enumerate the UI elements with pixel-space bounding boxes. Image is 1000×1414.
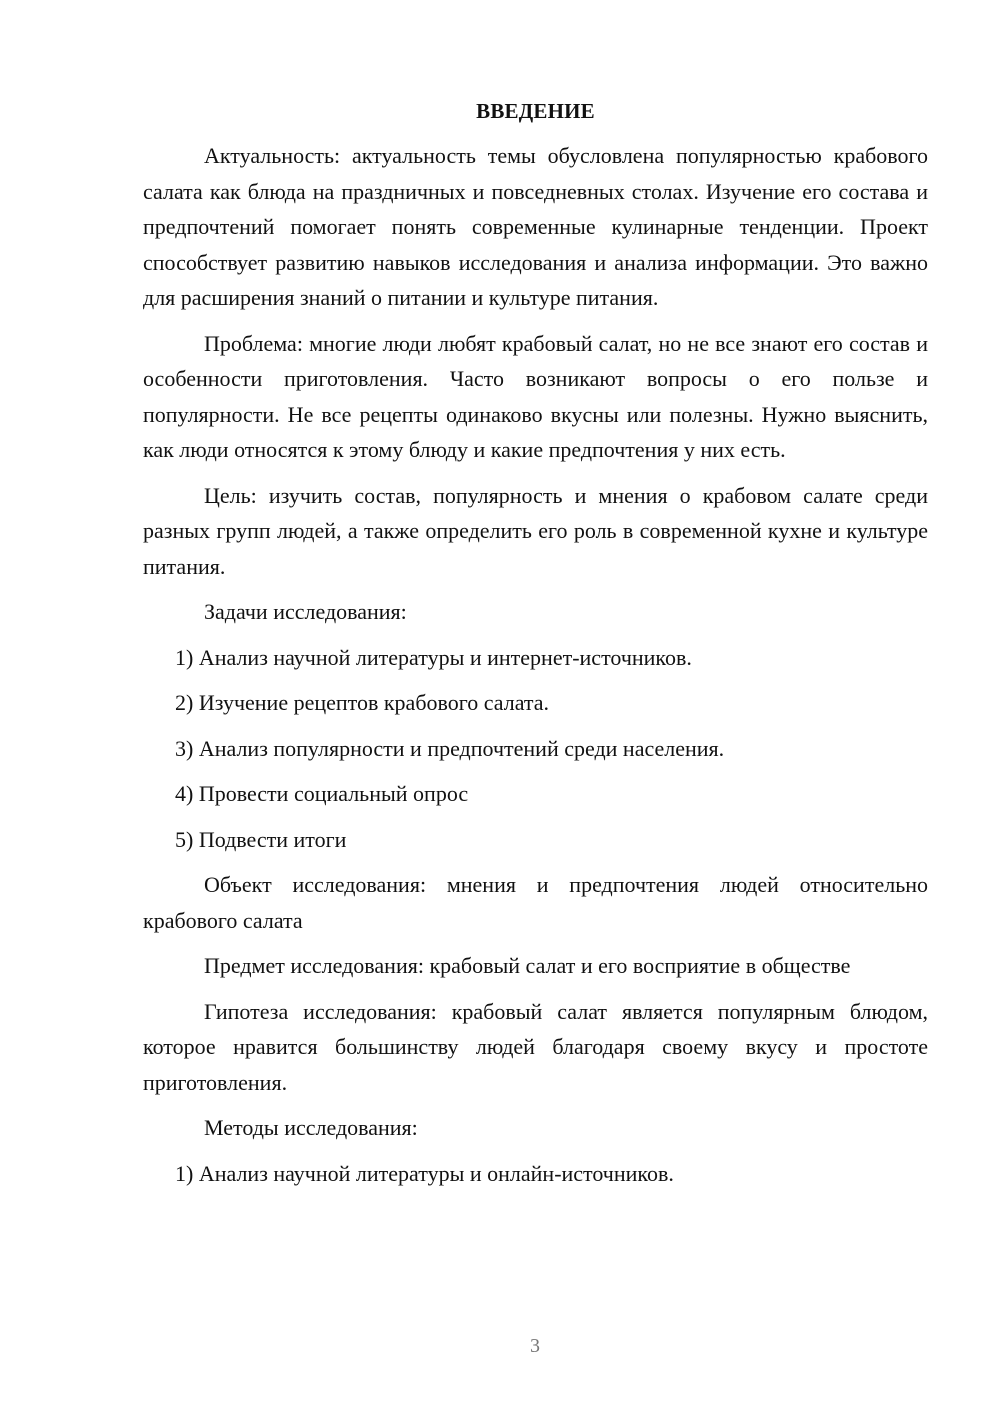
- list-item: 3) Анализ популярности и предпочтений среди населения.: [175, 735, 725, 761]
- list-item: 5) Подвести итоги: [175, 826, 347, 852]
- tasks-list: [143, 640, 928, 858]
- methods-heading: Методы исследования:: [204, 1115, 418, 1140]
- page-number: 3: [530, 1335, 540, 1357]
- tasks-heading: Задачи исследования:: [204, 599, 407, 624]
- list-item: 2) Изучение рецептов крабового салата.: [175, 690, 550, 715]
- list-item: 1) Анализ научной литературы и интернет-источников.: [175, 644, 692, 670]
- relevance-paragraph: Актуальность: актуальность темы обусловлена популярностью крабового салата как блюда на праздничных и повседневных столах. Изучение его состава и предпочтений помогает понять современные кулинарные тенденции. Проект способствует развитию навыков исследования и анализа информации. Это важно для расширения знаний о питании и культуре питания.: [143, 143, 928, 310]
- subject-paragraph: Предмет исследования: крабовый салат и его восприятие в обществе: [204, 953, 851, 978]
- page-content: [143, 96, 928, 1201]
- object-paragraph: Объект исследования: мнения и предпочтения людей относительно крабового салата: [143, 872, 928, 933]
- hypothesis-paragraph: Гипотеза исследования: крабовый салат является популярным блюдом, которое нравится большинству людей благодаря своему вкусу и простоте приготовления.: [143, 998, 928, 1095]
- problem-paragraph: Проблема: многие люди любят крабовый салат, но не все знают его состав и особенности приготовления. Часто возникают вопросы о его пользе и популярности. Не все рецепты одинаково вкусны или полезны. Нужно выяснить, как люди относятся к этому блюду и какие предпочтения у них есть.: [143, 330, 928, 462]
- section-title: ВВЕДЕНИЕ: [476, 99, 595, 123]
- goal-paragraph: Цель: изучить состав, популярность и мнения о крабовом салате среди разных групп людей, а также определить его роль в современной кухне и культуре питания.: [143, 482, 928, 579]
- list-item: 4) Провести социальный опрос: [175, 781, 469, 806]
- list-item: 1) Анализ научной литературы и онлайн-источников.: [175, 1160, 674, 1186]
- methods-list: [143, 1156, 928, 1192]
